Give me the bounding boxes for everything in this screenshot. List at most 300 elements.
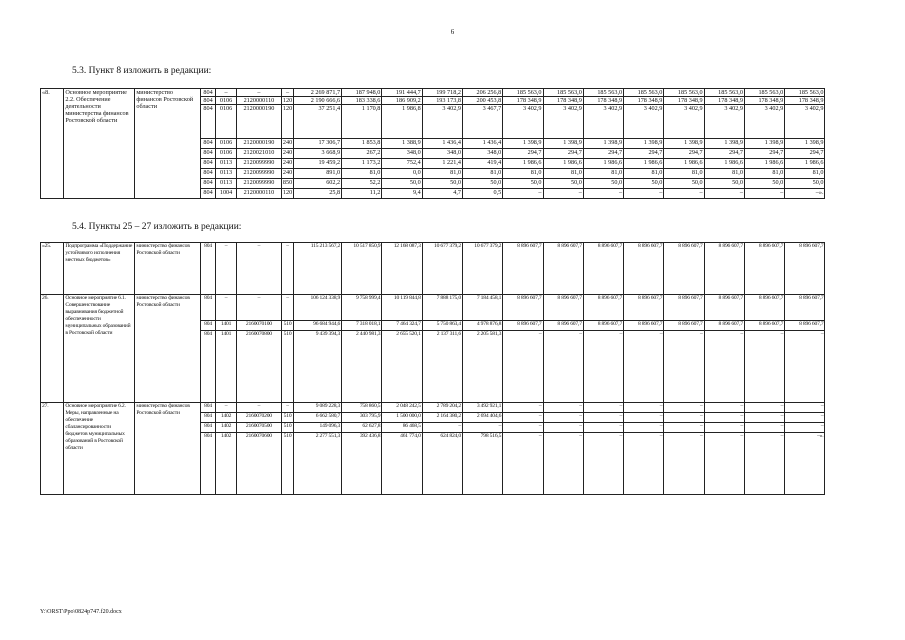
- code-cell: 804: [201, 413, 216, 423]
- amount-cell: 178 348,9: [744, 97, 784, 105]
- code-cell: –: [215, 295, 236, 321]
- amount-cell: 3 402,9: [704, 105, 744, 139]
- amount-cell: 178 348,9: [583, 97, 623, 105]
- amount-cell: 2 789 204,2: [422, 403, 462, 413]
- amount-cell: 149 096,3: [294, 423, 342, 433]
- amount-cell: 419,4: [462, 159, 502, 169]
- amount-cell: 1 173,2: [342, 159, 382, 169]
- amount-cell: –: [744, 413, 784, 423]
- code-cell: 804: [201, 433, 216, 495]
- code-cell: 2160070800: [237, 331, 282, 403]
- amount-cell: –: [704, 423, 744, 433]
- code-cell: –: [215, 89, 236, 97]
- code-cell: 804: [201, 169, 216, 179]
- amount-cell: 3 402,9: [664, 105, 704, 139]
- code-cell: –: [237, 89, 282, 97]
- amount-cell: –: [744, 423, 784, 433]
- code-cell: 240: [281, 149, 294, 159]
- amount-cell: 8 896 607,7: [624, 295, 664, 321]
- amount-cell: 12 168 087,3: [382, 243, 422, 295]
- amount-cell: 1 398,9: [624, 139, 664, 149]
- code-cell: 1004: [215, 189, 236, 199]
- amount-cell: 8 896 607,7: [744, 243, 784, 295]
- table-row: [41, 403, 866, 413]
- amount-cell: 183 338,6: [342, 97, 382, 105]
- amount-cell: 2 137 311,6: [422, 331, 462, 403]
- amount-cell: 81,0: [462, 169, 502, 179]
- amount-cell: 624 824,0: [422, 433, 462, 495]
- amount-cell: 5 750 863,4: [422, 321, 462, 331]
- table-items-25-27: [40, 242, 866, 495]
- code-cell: 240: [281, 159, 294, 169]
- amount-cell: 8 896 607,7: [785, 295, 825, 321]
- amount-cell: –: [785, 331, 825, 403]
- code-cell: 0113: [215, 179, 236, 189]
- amount-cell: 185 563,0: [624, 89, 664, 97]
- table-row: [41, 243, 866, 295]
- amount-cell: 2 205 581,3: [462, 331, 502, 403]
- row-number: 26.: [41, 295, 64, 403]
- amount-cell: –: [624, 433, 664, 495]
- amount-cell: –: [543, 403, 583, 413]
- amount-cell: 81,0: [583, 169, 623, 179]
- amount-cell: –: [704, 413, 744, 423]
- code-cell: 2120099990: [237, 169, 282, 179]
- amount-cell: 3 402,9: [422, 105, 462, 139]
- amount-cell: –: [503, 189, 543, 199]
- amount-cell: 1 398,9: [583, 139, 623, 149]
- page-number: 6: [450, 28, 455, 36]
- amount-cell: 7 318 018,1: [342, 321, 382, 331]
- amount-cell: 50,0: [583, 179, 623, 189]
- code-cell: 2120021010: [237, 149, 282, 159]
- code-cell: 804: [201, 179, 216, 189]
- amount-cell: –: [744, 433, 784, 495]
- amount-cell: 1 853,8: [342, 139, 382, 149]
- code-cell: –: [215, 243, 236, 295]
- amount-cell: 81,0: [664, 169, 704, 179]
- code-cell: –: [281, 243, 294, 295]
- amount-cell: –: [744, 331, 784, 403]
- amount-cell: 185 563,0: [543, 89, 583, 97]
- amount-cell: 8 896 607,7: [583, 321, 623, 331]
- executor-name: министерство финансов Ростовской области: [135, 243, 201, 295]
- amount-cell: –: [704, 331, 744, 403]
- amount-cell: 8 896 607,7: [704, 321, 744, 331]
- amount-cell: 10 119 844,8: [382, 295, 422, 321]
- code-cell: 510: [281, 321, 294, 331]
- amount-cell: 8 896 607,7: [624, 321, 664, 331]
- amount-cell: 62 627,8: [342, 423, 382, 433]
- code-cell: 0113: [215, 169, 236, 179]
- amount-cell: 2 440 981,3: [342, 331, 382, 403]
- amount-cell: –».: [785, 189, 825, 199]
- heading-5-3: 5.3. Пункт 8 изложить в редакции:: [72, 66, 212, 76]
- amount-cell: 4 978 876,8: [462, 321, 502, 331]
- code-cell: 804: [201, 403, 216, 413]
- amount-cell: –: [624, 331, 664, 403]
- amount-cell: 9 439 394,3: [294, 331, 342, 403]
- code-cell: 1401: [215, 321, 236, 331]
- amount-cell: 1 398,9: [543, 139, 583, 149]
- amount-cell: 81,0: [543, 169, 583, 179]
- row-number: 27.: [41, 403, 64, 495]
- amount-cell: 798 516,5: [462, 433, 502, 495]
- amount-cell: –: [664, 433, 704, 495]
- amount-cell: 8 896 607,7: [624, 243, 664, 295]
- code-cell: –: [237, 243, 282, 295]
- code-cell: 2120099990: [237, 159, 282, 169]
- amount-cell: 8 896 607,7: [744, 295, 784, 321]
- amount-cell: –: [583, 433, 623, 495]
- amount-cell: –: [543, 331, 583, 403]
- code-cell: 804: [201, 423, 216, 433]
- amount-cell: 50,0: [462, 179, 502, 189]
- amount-cell: 185 563,0: [583, 89, 623, 97]
- amount-cell: 8 896 607,7: [543, 295, 583, 321]
- amount-cell: –: [503, 413, 543, 423]
- amount-cell: 185 563,0: [704, 89, 744, 97]
- amount-cell: 25,8: [294, 189, 342, 199]
- code-cell: 2160070600: [237, 433, 282, 495]
- code-cell: –: [281, 295, 294, 321]
- amount-cell: 1 986,6: [704, 159, 744, 169]
- amount-cell: 348,0: [462, 149, 502, 159]
- amount-cell: 81,0: [624, 169, 664, 179]
- amount-cell: 8 896 607,7: [583, 243, 623, 295]
- amount-cell: –: [744, 189, 784, 199]
- amount-cell: 267,2: [342, 149, 382, 159]
- amount-cell: 187 948,0: [342, 89, 382, 97]
- amount-cell: 50,0: [744, 179, 784, 189]
- amount-cell: 50,0: [503, 179, 543, 189]
- amount-cell: 81,0: [704, 169, 744, 179]
- executor-name: министерство финансов Ростовской области: [135, 89, 201, 199]
- amount-cell: 200 453,8: [462, 97, 502, 105]
- code-cell: 2120000110: [237, 189, 282, 199]
- amount-cell: –: [744, 403, 784, 413]
- amount-cell: 1 436,4: [462, 139, 502, 149]
- code-cell: 804: [201, 243, 216, 295]
- amount-cell: –: [664, 189, 704, 199]
- amount-cell: 8 896 607,7: [664, 295, 704, 321]
- table-row: [41, 89, 866, 97]
- amount-cell: 1 398,9: [785, 139, 825, 149]
- amount-cell: 1 398,9: [503, 139, 543, 149]
- amount-cell: –: [583, 413, 623, 423]
- code-cell: 120: [281, 105, 294, 139]
- amount-cell: 50,0: [624, 179, 664, 189]
- heading-5-4: 5.4. Пункты 25 – 27 изложить в редакции:: [72, 222, 242, 232]
- amount-cell: 50,0: [382, 179, 422, 189]
- amount-cell: 81,0: [422, 169, 462, 179]
- amount-cell: 178 348,9: [503, 97, 543, 105]
- amount-cell: –: [704, 433, 744, 495]
- executor-name: министерство финансов Ростовской области: [135, 295, 201, 403]
- amount-cell: 1 986,8: [382, 105, 422, 139]
- amount-cell: 2 164 380,2: [422, 413, 462, 423]
- amount-cell: 1 986,6: [624, 159, 664, 169]
- amount-cell: –: [583, 189, 623, 199]
- amount-cell: 348,0: [382, 149, 422, 159]
- amount-cell: 294,7: [744, 149, 784, 159]
- amount-cell: 602,2: [294, 179, 342, 189]
- amount-cell: –: [785, 423, 825, 433]
- amount-cell: 17 306,7: [294, 139, 342, 149]
- amount-cell: 186 909,2: [382, 97, 422, 105]
- amount-cell: 1 398,9: [744, 139, 784, 149]
- amount-cell: 50,0: [704, 179, 744, 189]
- amount-cell: –: [785, 403, 825, 413]
- amount-cell: 106 124 338,9: [294, 295, 342, 321]
- amount-cell: 8 896 607,7: [543, 321, 583, 331]
- amount-cell: 758 860,5: [342, 403, 382, 413]
- code-cell: 510: [281, 423, 294, 433]
- amount-cell: –: [624, 423, 664, 433]
- amount-cell: 3 668,9: [294, 149, 342, 159]
- amount-cell: 8 896 607,7: [785, 321, 825, 331]
- amount-cell: 8 896 607,7: [704, 295, 744, 321]
- amount-cell: –: [664, 331, 704, 403]
- measure-name: Основное мероприятие 6.2. Меры, направленные на обеспечение сбалансированности бюджетов муниципальных образований в Ростовской области: [64, 403, 135, 495]
- code-cell: 804: [201, 159, 216, 169]
- amount-cell: 6 662 580,7: [294, 413, 342, 423]
- code-cell: –: [237, 295, 282, 321]
- amount-cell: –: [503, 433, 543, 495]
- amount-cell: 8 896 607,7: [744, 321, 784, 331]
- amount-cell: 1 986,6: [583, 159, 623, 169]
- amount-cell: –: [543, 413, 583, 423]
- code-cell: 804: [201, 149, 216, 159]
- code-cell: 240: [281, 139, 294, 149]
- amount-cell: 8 896 607,7: [503, 295, 543, 321]
- code-cell: 804: [201, 139, 216, 149]
- code-cell: 0113: [215, 159, 236, 169]
- amount-cell: 0,0: [382, 169, 422, 179]
- amount-cell: 8 896 607,7: [664, 321, 704, 331]
- amount-cell: 10 677 379,2: [422, 243, 462, 295]
- amount-cell: –: [785, 413, 825, 423]
- amount-cell: 8 896 607,7: [704, 243, 744, 295]
- amount-cell: 2 269 871,7: [294, 89, 342, 97]
- amount-cell: 206 256,8: [462, 89, 502, 97]
- code-cell: –: [281, 403, 294, 413]
- amount-cell: 178 348,9: [664, 97, 704, 105]
- amount-cell: 392 436,8: [342, 433, 382, 495]
- code-cell: –: [237, 403, 282, 413]
- code-cell: 0106: [215, 139, 236, 149]
- amount-cell: –: [422, 423, 462, 433]
- amount-cell: –: [543, 189, 583, 199]
- code-cell: 804: [201, 105, 216, 139]
- code-cell: 1402: [215, 423, 236, 433]
- amount-cell: 178 348,9: [704, 97, 744, 105]
- amount-cell: 185 563,0: [664, 89, 704, 97]
- amount-cell: 81,0: [744, 169, 784, 179]
- code-cell: 1401: [215, 331, 236, 403]
- code-cell: 804: [201, 189, 216, 199]
- amount-cell: –: [624, 403, 664, 413]
- code-cell: 2160070200: [237, 413, 282, 423]
- amount-cell: 294,7: [543, 149, 583, 159]
- amount-cell: 185 563,0: [503, 89, 543, 97]
- code-cell: 240: [281, 169, 294, 179]
- amount-cell: 7 888 175,0: [422, 295, 462, 321]
- amount-cell: 3 402,9: [785, 105, 825, 139]
- amount-cell: 752,4: [382, 159, 422, 169]
- amount-cell: 1 170,8: [342, 105, 382, 139]
- code-cell: 2120000190: [237, 139, 282, 149]
- amount-cell: 4,7: [422, 189, 462, 199]
- amount-cell: 19 459,2: [294, 159, 342, 169]
- amount-cell: 8 896 607,7: [583, 295, 623, 321]
- amount-cell: 185 563,0: [744, 89, 784, 97]
- amount-cell: 50,0: [664, 179, 704, 189]
- measure-name: Основное мероприятие 2.2. Обеспечение деятельности министерства финансов Ростовской области: [64, 89, 135, 199]
- amount-cell: 1 398,9: [704, 139, 744, 149]
- code-cell: 804: [201, 331, 216, 403]
- amount-cell: 294,7: [664, 149, 704, 159]
- amount-cell: 178 348,9: [624, 97, 664, 105]
- amount-cell: 2 655 520,1: [382, 331, 422, 403]
- amount-cell: 1 986,6: [744, 159, 784, 169]
- amount-cell: 37 251,4: [294, 105, 342, 139]
- amount-cell: 81,0: [785, 169, 825, 179]
- row-number: «8.: [41, 89, 64, 199]
- amount-cell: 50,0: [422, 179, 462, 189]
- amount-cell: 185 563,0: [785, 89, 825, 97]
- amount-cell: –: [704, 403, 744, 413]
- code-cell: 120: [281, 189, 294, 199]
- file-path-footer: Y:\ORST\Ppo\0824p747.f20.docx: [40, 609, 122, 615]
- code-cell: 2120099990: [237, 179, 282, 189]
- code-cell: 510: [281, 331, 294, 403]
- amount-cell: 86 468,5: [382, 423, 422, 433]
- amount-cell: 8 896 607,7: [543, 243, 583, 295]
- amount-cell: –: [503, 403, 543, 413]
- amount-cell: 8 896 607,7: [503, 243, 543, 295]
- amount-cell: 1 986,6: [785, 159, 825, 169]
- code-cell: 0106: [215, 149, 236, 159]
- table-row: [41, 295, 866, 321]
- amount-cell: 191 444,7: [382, 89, 422, 97]
- row-number: «25.: [41, 243, 64, 295]
- amount-cell: 115 213 567,2: [294, 243, 342, 295]
- amount-cell: 178 348,9: [785, 97, 825, 105]
- amount-cell: 1 986,6: [543, 159, 583, 169]
- amount-cell: 294,7: [503, 149, 543, 159]
- amount-cell: –: [543, 433, 583, 495]
- measure-name: Подпрограмма «Поддержание устойчивого исполнения местных бюджетов»: [64, 243, 135, 295]
- amount-cell: –: [704, 189, 744, 199]
- amount-cell: 2 694 404,6: [462, 413, 502, 423]
- amount-cell: 96 684 944,6: [294, 321, 342, 331]
- code-cell: 804: [201, 321, 216, 331]
- amount-cell: 2 190 666,6: [294, 97, 342, 105]
- amount-cell: 3 402,9: [744, 105, 784, 139]
- code-cell: 510: [281, 433, 294, 495]
- code-cell: 2120000190: [237, 105, 282, 139]
- amount-cell: 348,0: [422, 149, 462, 159]
- amount-cell: –: [624, 413, 664, 423]
- amount-cell: 9 089 228,3: [294, 403, 342, 413]
- code-cell: 804: [201, 97, 216, 105]
- amount-cell: 2 048 242,5: [382, 403, 422, 413]
- amount-cell: 10 517 850,9: [342, 243, 382, 295]
- amount-cell: 3 492 921,1: [462, 403, 502, 413]
- amount-cell: 50,0: [543, 179, 583, 189]
- amount-cell: 7 184 458,1: [462, 295, 502, 321]
- code-cell: 804: [201, 295, 216, 321]
- amount-cell: 3 402,9: [624, 105, 664, 139]
- amount-cell: 9,4: [382, 189, 422, 199]
- code-cell: 1402: [215, 413, 236, 423]
- amount-cell: 3 402,9: [583, 105, 623, 139]
- amount-cell: 1 500 000,0: [382, 413, 422, 423]
- amount-cell: 3 402,9: [543, 105, 583, 139]
- amount-cell: 294,7: [583, 149, 623, 159]
- amount-cell: 10 677 379,2: [462, 243, 502, 295]
- amount-cell: –: [624, 189, 664, 199]
- amount-cell: 7 464 324,7: [382, 321, 422, 331]
- amount-cell: 303 795,9: [342, 413, 382, 423]
- amount-cell: 3 467,7: [462, 105, 502, 139]
- amount-cell: –: [664, 413, 704, 423]
- amount-cell: 1 986,6: [664, 159, 704, 169]
- amount-cell: 1 398,9: [664, 139, 704, 149]
- amount-cell: 891,0: [294, 169, 342, 179]
- code-cell: 2160070100: [237, 321, 282, 331]
- amount-cell: 193 173,8: [422, 97, 462, 105]
- amount-cell: 3 402,9: [503, 105, 543, 139]
- measure-name: Основное мероприятие 6.1. Совершенствование выравнивания бюджетной обеспеченности муниципальных образований в Ростовской области: [64, 295, 135, 403]
- code-cell: –: [215, 403, 236, 413]
- amount-cell: 178 348,9: [543, 97, 583, 105]
- amount-cell: 1 388,9: [382, 139, 422, 149]
- amount-cell: 294,7: [704, 149, 744, 159]
- amount-cell: –: [503, 331, 543, 403]
- executor-name: министерство финансов Ростовской области: [135, 403, 201, 495]
- code-cell: 0106: [215, 105, 236, 139]
- amount-cell: 1 986,6: [503, 159, 543, 169]
- table-item-8: [40, 88, 866, 199]
- amount-cell: 461 774,0: [382, 433, 422, 495]
- amount-cell: 294,7: [624, 149, 664, 159]
- code-cell: 510: [281, 413, 294, 423]
- code-cell: 0106: [215, 97, 236, 105]
- amount-cell: –: [503, 423, 543, 433]
- amount-cell: 2 277 551,3: [294, 433, 342, 495]
- amount-cell: 8 896 607,7: [503, 321, 543, 331]
- amount-cell: 1 436,4: [422, 139, 462, 149]
- amount-cell: 52,2: [342, 179, 382, 189]
- code-cell: 120: [282, 97, 293, 104]
- code-cell: 2160070500: [237, 423, 282, 433]
- amount-cell: 0,5: [462, 189, 502, 199]
- amount-cell: 8 896 607,7: [664, 243, 704, 295]
- amount-cell: 11,2: [342, 189, 382, 199]
- code-cell: 1402: [215, 433, 236, 495]
- amount-cell: 1 221,4: [422, 159, 462, 169]
- amount-cell: –: [462, 423, 502, 433]
- amount-cell: –: [664, 423, 704, 433]
- code-cell: 2120000110: [237, 97, 282, 105]
- amount-cell: –».: [785, 433, 825, 495]
- code-cell: –: [281, 89, 294, 97]
- amount-cell: –: [543, 423, 583, 433]
- amount-cell: 50,0: [785, 179, 825, 189]
- amount-cell: –: [664, 403, 704, 413]
